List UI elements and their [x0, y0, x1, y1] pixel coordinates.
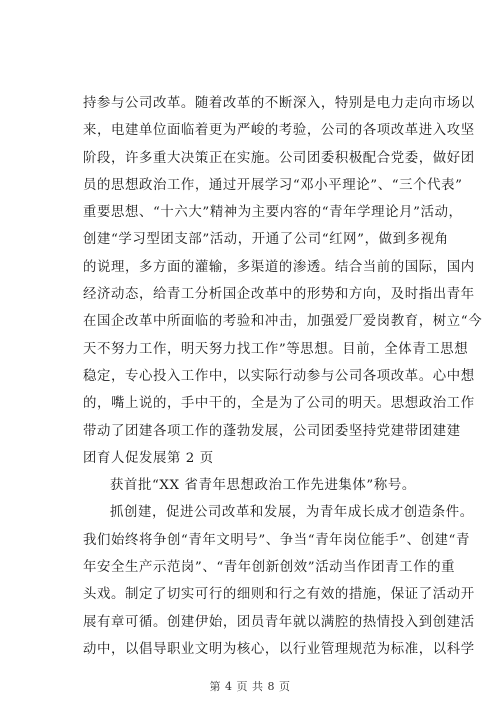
text-line: 带动了团建各项工作的蓬勃发展，公司团委坚持党建带团建建 [83, 423, 461, 439]
text-line: 团育人促发展第 2 页 [83, 450, 214, 466]
text-line: 阶段，许多重大决策正在实施。公司团委积极配合党委，做好团 [83, 150, 475, 166]
text-line: 重要思想、“十六大”精神为主要内容的“青年学理论月”活动， [83, 205, 463, 221]
text-line: 动中，以倡导职业文明为核心，以行业管理规范为标准，以科学 [83, 641, 475, 657]
body-text [83, 90, 483, 663]
text-line: 员的思想政治工作，通过开展学习“邓小平理论”、“三个代表” [83, 177, 463, 193]
paragraph-2 [83, 472, 418, 499]
text-line: 年安全生产示范岗”、“青年创新创效”活动当作团青工作的重 [83, 560, 456, 576]
paragraph-1 [83, 90, 483, 472]
text-line: 的说理，多方面的灌输，多渠道的渗透。结合当前的国际，国内 [83, 259, 475, 275]
text-line: 在国企改革中所面临的考验和冲击，加强爱厂爱岗教育，树立“今 [83, 314, 483, 330]
text-line: 我们始终将争创“青年文明号”、争当“青年岗位能手”、创建“青 [83, 532, 470, 548]
text-line: 抓创建，促进公司改革和发展，为青年成长成才创造条件。 [110, 505, 474, 521]
paragraph-3 [83, 499, 475, 663]
page-number: 第 4 页 共 8 页 [209, 680, 291, 693]
text-line: 获首批“XX 省青年思想政治工作先进集体”称号。 [110, 478, 416, 494]
text-line: 经济动态，给青工分析国企改革中的形势和方向，及时指出青年 [83, 287, 475, 303]
text-line: 的，嘴上说的，手中干的，全是为了公司的明天。思想政治工作 [83, 396, 475, 412]
text-line: 来，电建单位面临着更为严峻的考验，公司的各项改革进入攻坚 [83, 123, 475, 139]
text-line: 天不努力工作，明天努力找工作”等思想。目前，全体青工思想 [83, 341, 469, 357]
text-line: 稳定，专心投入工作中，以实际行动参与公司各项改革。心中想 [83, 368, 475, 384]
text-line: 持参与公司改革。随着改革的不断深入，特别是电力走向市场以 [83, 96, 475, 111]
text-line: 头戏。制定了切实可行的细则和行之有效的措施，保证了活动开 [83, 587, 475, 603]
text-line: 展有章可循。创建伊始，团员青年就以满腔的热情投入到创建活 [83, 614, 475, 630]
text-line: 创建“学习型团支部”活动，开通了公司“红网”，做到多视角 [83, 232, 449, 248]
